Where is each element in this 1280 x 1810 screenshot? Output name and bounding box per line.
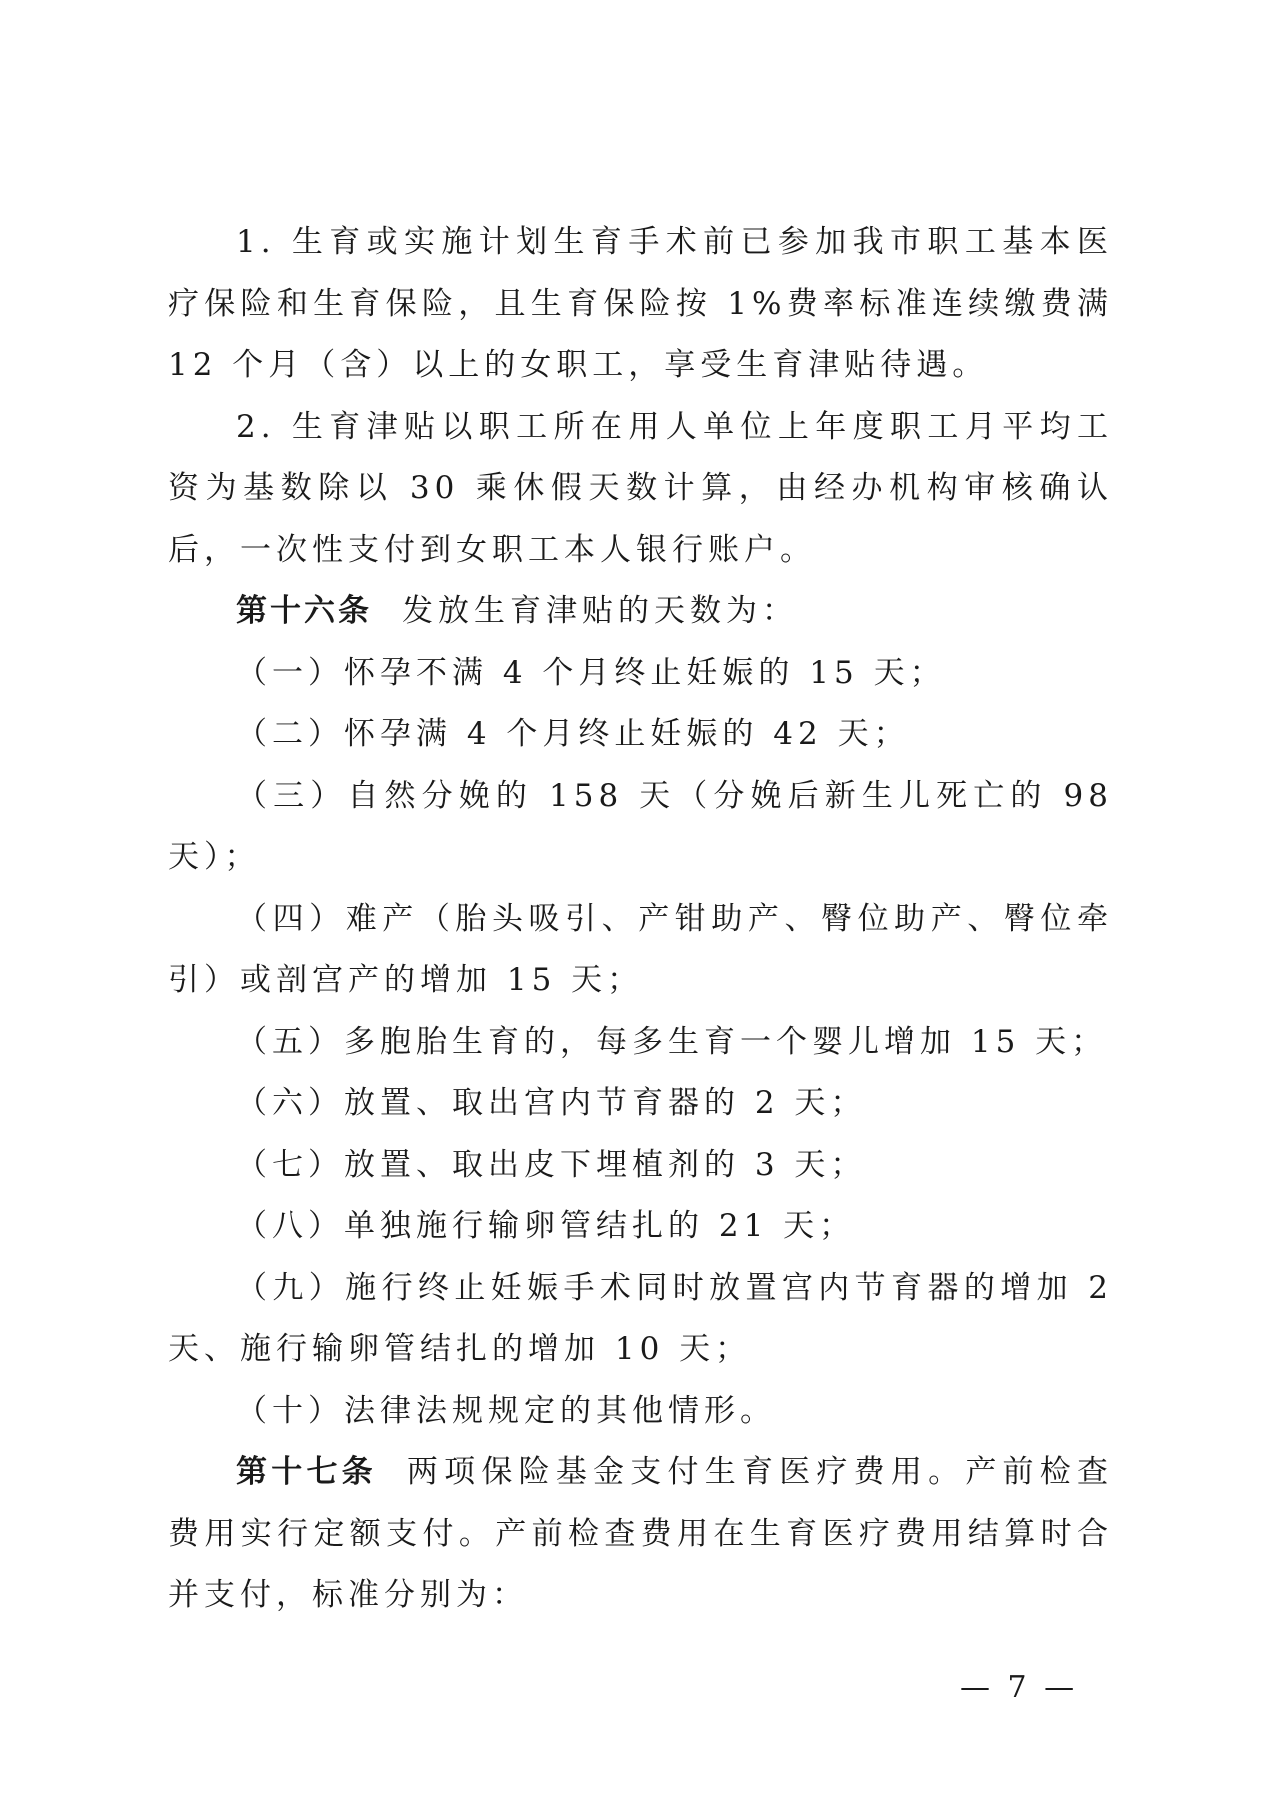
- paragraph-text: 发放生育津贴的天数为：: [402, 593, 798, 629]
- list-item-9: [168, 1258, 1113, 1381]
- list-item-text: （十）法律法规规定的其他情形。: [236, 1392, 776, 1429]
- paragraph-text: 1. 生育或实施计划生育手术前已参加我市职工基本医疗保险和生育保险，且生育保险按 1%费率标准连续缴费满 12 个月（含）以上的女职工，享受生育津贴待遇。: [168, 224, 1113, 383]
- list-item-8: [168, 1196, 1113, 1258]
- article-heading: 第十六条: [236, 593, 372, 629]
- list-item-3: [168, 766, 1113, 889]
- article-16: [168, 581, 1113, 643]
- list-item-2: [168, 704, 1113, 766]
- document-body: [168, 212, 1113, 1627]
- page-number: — 7 —: [960, 1670, 1079, 1705]
- list-item-text: （二）怀孕满 4 个月终止妊娠的 42 天；: [236, 716, 910, 752]
- paragraph-item-1: [168, 212, 1113, 397]
- article-17: [168, 1442, 1113, 1627]
- list-item-text: （八）单独施行输卵管结扎的 21 天；: [236, 1208, 856, 1244]
- list-item-text: （九）施行终止妊娠手术同时放置宫内节育器的增加 2 天、施行输卵管结扎的增加 10 天；: [168, 1269, 1113, 1367]
- list-item-7: [168, 1135, 1113, 1197]
- paragraph-text: 两项保险基金支付生育医疗费用。产前检查费用实行定额支付。产前检查费用在生育医疗费用结算时合并支付，标准分别为：: [168, 1454, 1114, 1613]
- list-item-6: [168, 1073, 1113, 1135]
- list-item-text: （六）放置、取出宫内节育器的 2 天；: [236, 1085, 867, 1121]
- list-item-5: [168, 1012, 1113, 1074]
- list-item-text: （五）多胞胎生育的，每多生育一个婴儿增加 15 天；: [236, 1023, 1108, 1060]
- list-item-1: [168, 643, 1113, 705]
- list-item-text: （一）怀孕不满 4 个月终止妊娠的 15 天；: [236, 654, 946, 691]
- paragraph-text: 2. 生育津贴以职工所在用人单位上年度职工月平均工资为基数除以 30 乘休假天数计算，由经办机构审核确认后，一次性支付到女职工本人银行账户。: [168, 408, 1113, 568]
- list-item-text: （三）自然分娩的 158 天（分娩后新生儿死亡的 98 天）；: [168, 777, 1113, 875]
- list-item-10: [168, 1381, 1113, 1443]
- paragraph-item-2: [168, 397, 1113, 582]
- list-item-text: （四）难产（胎头吸引、产钳助产、臀位助产、臀位牵引）或剖宫产的增加 15 天；: [168, 900, 1113, 998]
- article-heading: 第十七条: [236, 1454, 377, 1490]
- list-item-text: （七）放置、取出皮下埋植剂的 3 天；: [236, 1146, 867, 1183]
- list-item-4: [168, 889, 1113, 1012]
